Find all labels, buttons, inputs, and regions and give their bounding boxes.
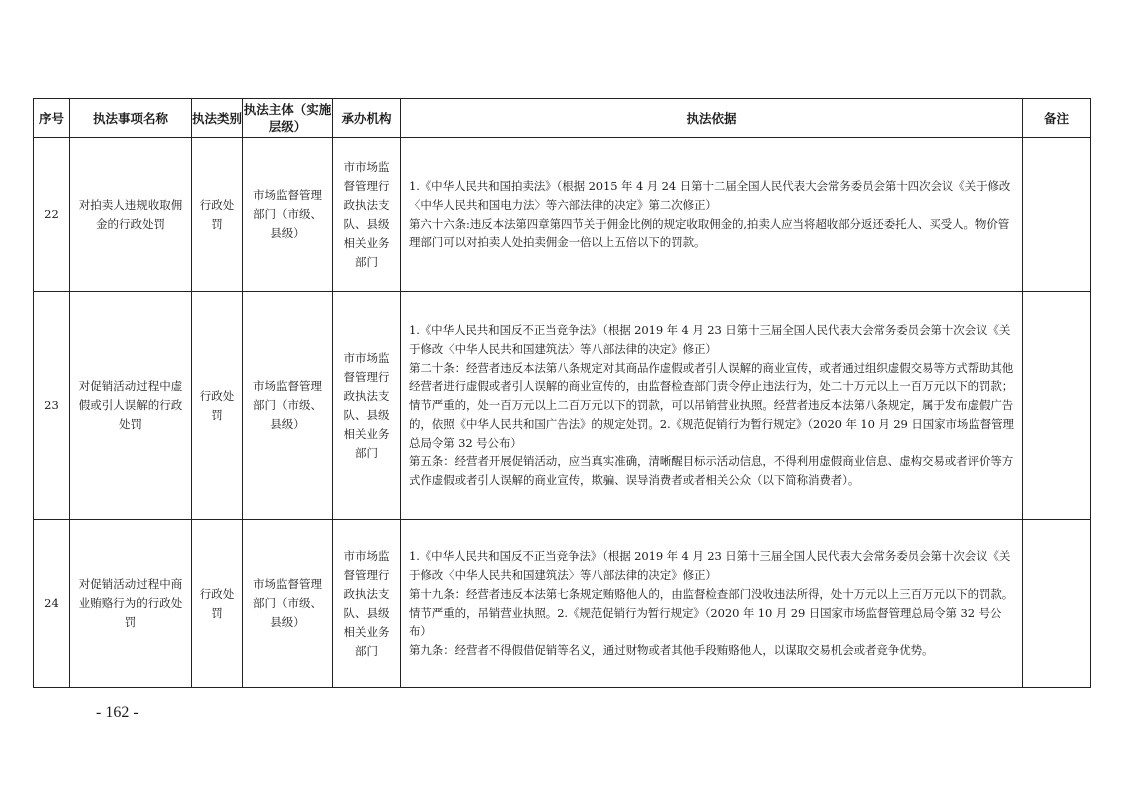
row-basis [401, 292, 1023, 520]
row-seq: 22 [34, 138, 70, 292]
header-seq: 序号 [34, 99, 70, 138]
header-name: 执法事项名称 [70, 99, 192, 138]
page-number: - 162 - [96, 704, 139, 721]
row-note [1023, 138, 1091, 292]
table-header-row [34, 99, 1091, 138]
row-subject: 市场监督管理部门（市级、县级） [243, 520, 333, 688]
row-name: 对促销活动过程中虚假或引人误解的行政处罚 [70, 292, 192, 520]
row-subject: 市场监督管理部门（市级、县级） [243, 292, 333, 520]
table-row [34, 520, 1091, 688]
basis-paragraph: 1.《中华人民共和国反不正当竞争法》（根据 2019 年 4 月 23 日第十三届全国人民代表大会常务委员会第十次会议《关于修改〈中华人民共和国建筑法〉等八部法律的决定》修正） [409, 549, 1011, 583]
row-name: 对拍卖人违规收取佣金的行政处罚 [70, 138, 192, 292]
row-category: 行政处罚 [192, 520, 243, 688]
basis-paragraph: 第六十六条:违反本法第四章第四节关于佣金比例的规定收取佣金的,拍卖人应当将超收部分返还委托人、买受人。物价管理部门可以对拍卖人处拍卖佣金一倍以上五倍以下的罚款。 [409, 216, 1010, 250]
row-seq: 24 [34, 520, 70, 688]
header-basis: 执法依据 [401, 99, 1023, 138]
basis-paragraph: 1.《中华人民共和国反不正当竞争法》（根据 2019 年 4 月 23 日第十三届全国人民代表大会常务委员会第十次会议《关于修改〈中华人民共和国建筑法〉等八部法律的决定》修正） [409, 323, 1011, 357]
row-org: 市市场监督管理行政执法支队、县级相关业务部门 [333, 292, 401, 520]
basis-paragraph: 第二十条：经营者违反本法第八条规定对其商品作虚假或者引人误解的商业宣传，或者通过组织虚假交易等方式帮助其他经营者进行虚假或者引人误解的商业宣传的，由监督检查部门责令停止违法行为，处二十万元以上一百万元以下的罚款；情节严重的，处一百万元以上二百万元以下的罚款，可以吊销营业执照。经营者违反本法第八条规定，属于发布虚假广告的，依照《中华人民共和国广告法》的规定处罚。2.《规范促销行为暂行规定》（2020 年 10 月 29 日国家市场监督管理总局令第 32 号公布） [409, 360, 1014, 450]
row-org: 市市场监督管理行政执法支队、县级相关业务部门 [333, 520, 401, 688]
row-note [1023, 520, 1091, 688]
row-subject: 市场监督管理部门（市级、县级） [243, 138, 333, 292]
header-subject: 执法主体（实施层级） [243, 99, 333, 138]
basis-paragraph: 1.《中华人民共和国拍卖法》（根据 2015 年 4 月 24 日第十二届全国人民代表大会常务委员会第十四次会议《关于修改〈中华人民共和国电力法〉等六部法律的决定》第二次修正） [409, 179, 1011, 212]
row-note [1023, 292, 1091, 520]
header-note: 备注 [1023, 99, 1091, 138]
basis-paragraph: 第十九条：经营者违反本法第七条规定贿赂他人的，由监督检查部门没收违法所得，处十万元以上三百万元以下的罚款。情节严重的，吊销营业执照。2.《规范促销行为暂行规定》（2020 年 10 月 29 日国家市场监督管理总局令第 32 号公布） [409, 586, 1014, 639]
header-category: 执法类别 [192, 99, 243, 138]
table-row [34, 138, 1091, 292]
enforcement-table [33, 98, 1091, 688]
table-row [34, 292, 1091, 520]
header-org: 承办机构 [333, 99, 401, 138]
row-category: 行政处罚 [192, 138, 243, 292]
row-seq: 23 [34, 292, 70, 520]
row-org: 市市场监督管理行政执法支队、县级相关业务部门 [333, 138, 401, 292]
row-basis [401, 520, 1023, 688]
basis-paragraph: 第九条：经营者不得假借促销等名义，通过财物或者其他手段贿赂他人，以谋取交易机会或者竞争优势。 [409, 642, 934, 657]
row-name: 对促销活动过程中商业贿赂行为的行政处罚 [70, 520, 192, 688]
row-category: 行政处罚 [192, 292, 243, 520]
row-basis [401, 138, 1023, 292]
basis-paragraph: 第五条：经营者开展促销活动，应当真实准确，清晰醒目标示活动信息，不得利用虚假商业信息、虚构交易或者评价等方式作虚假或者引人误解的商业宣传，欺骗、误导消费者或者相关公众（以下简称消费者）。 [409, 454, 1014, 487]
